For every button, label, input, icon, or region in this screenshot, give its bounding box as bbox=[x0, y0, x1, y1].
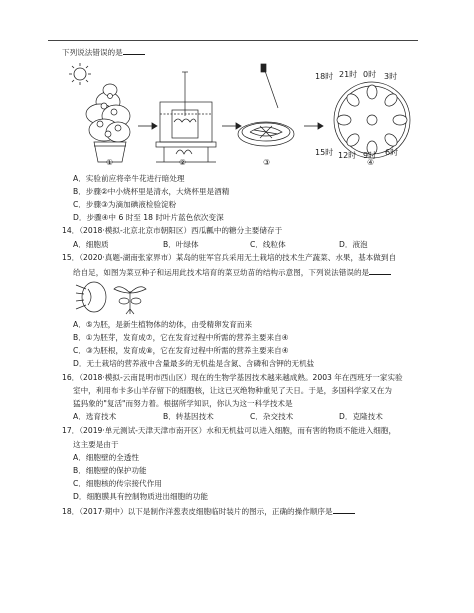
q15-option-c[interactable]: C．③为胚根，发育成⑧，它在发育过程中所需的营养主要来自④ bbox=[73, 346, 289, 355]
q14-option-d[interactable]: D．液泡 bbox=[339, 240, 368, 249]
q13-stem: 下列说法错误的是 bbox=[62, 46, 145, 58]
q15-option-d[interactable]: D．无土栽培的营养液中含量最多的无机盐是含氮、含磷和含钾的无机盐 bbox=[73, 359, 315, 368]
q17-option-b[interactable]: B．细胞壁的保护功能 bbox=[73, 466, 147, 475]
potted-plant-drawing bbox=[86, 84, 130, 162]
clock-label: 18时 bbox=[315, 72, 334, 81]
figure-label: ③ bbox=[263, 158, 271, 167]
q15-stem-line2: 给自足，如图为菜豆种子和运用此技术培育的菜豆幼苗的结构示意图，下列说法错误的是 bbox=[73, 266, 391, 278]
clock-label: 15时 bbox=[315, 148, 334, 157]
q14-option-c[interactable]: C．线粒体 bbox=[250, 240, 286, 249]
q17-option-a[interactable]: A．细胞壁的全透性 bbox=[73, 453, 139, 462]
q16-option-d[interactable]: D．克隆技术 bbox=[339, 412, 383, 421]
q15-option-a[interactable]: A．⑤为胚，是新生植物体的幼体，由受精卵发育而来 bbox=[73, 320, 253, 329]
figure-label: ④ bbox=[367, 158, 375, 167]
clock-leaf-dish-drawing bbox=[334, 82, 410, 158]
q16-stem-line1: 16．（2018·模拟-云南昆明市西山区）现在的生物学基因技术越来越成熟。2003 年在西班牙一家实验 bbox=[62, 373, 403, 382]
q16-option-c[interactable]: C．杂交技术 bbox=[250, 412, 294, 421]
q17-stem-line2: 这主要是由于 bbox=[73, 440, 119, 449]
q17-option-d[interactable]: D．细胞膜具有控制物质进出细胞的功能 bbox=[73, 492, 208, 501]
q16-stem-line3: 猛犸象的"复活"而努力着。根据所学知识，你认为这一科学技术是 bbox=[73, 399, 293, 408]
q16-option-b[interactable]: B．转基因技术 bbox=[163, 412, 214, 421]
q13-option-c[interactable]: C．步骤③为滴加碘液检验淀粉 bbox=[73, 200, 177, 209]
clock-label: 6时 bbox=[385, 148, 399, 157]
figure-label: ① bbox=[106, 158, 114, 167]
clock-label: 12时 bbox=[338, 151, 357, 160]
figure-label: ② bbox=[179, 158, 187, 167]
water-bath-beakers-drawing bbox=[156, 72, 216, 162]
iodine-dropper-dish-drawing bbox=[238, 64, 294, 146]
clock-label: 9时 bbox=[363, 151, 377, 160]
q13-option-d[interactable]: D．步骤④中 6 时至 18 时叶片蓝色依次变深 bbox=[73, 213, 224, 222]
q14-option-b[interactable]: B．叶绿体 bbox=[163, 240, 199, 249]
q13-option-b[interactable]: B．步骤②中小烧杯里是清水，大烧杯里是酒精 bbox=[73, 187, 230, 196]
q16-option-a[interactable]: A．选育技术 bbox=[73, 412, 117, 421]
q17-stem-line1: 17．（2019·单元测试-天津天津市南开区）水和无机盐可以进入细胞，而有害的物质不能进入细胞， bbox=[62, 426, 397, 435]
arrow-icons bbox=[138, 123, 323, 129]
q15-stem-line1: 15．（2020·真题-湖南张家界市）某岛的驻军官兵采用无土栽培的技术生产蔬菜、水果，基本做到自 bbox=[62, 253, 397, 262]
header-rule bbox=[48, 40, 418, 41]
clock-label: 3时 bbox=[384, 72, 398, 81]
clock-label: 0时 bbox=[363, 70, 377, 79]
q14-stem: 14．（2018·模拟-北京北京市朝阳区）西瓜瓤中的糖分主要储存于 bbox=[62, 226, 283, 235]
bean-seedling-illustration bbox=[74, 279, 154, 315]
q17-option-c[interactable]: C．细胞核的传宗接代作用 bbox=[73, 479, 162, 488]
q13-option-a[interactable]: A．实验前应将牵牛花进行暗处理 bbox=[73, 174, 185, 183]
clock-label: 21时 bbox=[339, 70, 358, 79]
sun-icon bbox=[69, 63, 91, 85]
q14-option-a[interactable]: A．细胞质 bbox=[73, 240, 109, 249]
q16-stem-line2: 室中，利用布卡多山羊存留下的细胞核，让这已灭绝物种重见了天日。于是，多国科学家又在为 bbox=[73, 386, 392, 395]
q18-stem: 18．（2017·期中）以下是制作洋葱表皮细胞临时装片的图示，正确的操作顺序是 bbox=[62, 505, 355, 517]
q15-option-b[interactable]: B．①为胚芽，发育成⑦，它在发育过程中所需的营养主要来自④ bbox=[73, 333, 289, 342]
